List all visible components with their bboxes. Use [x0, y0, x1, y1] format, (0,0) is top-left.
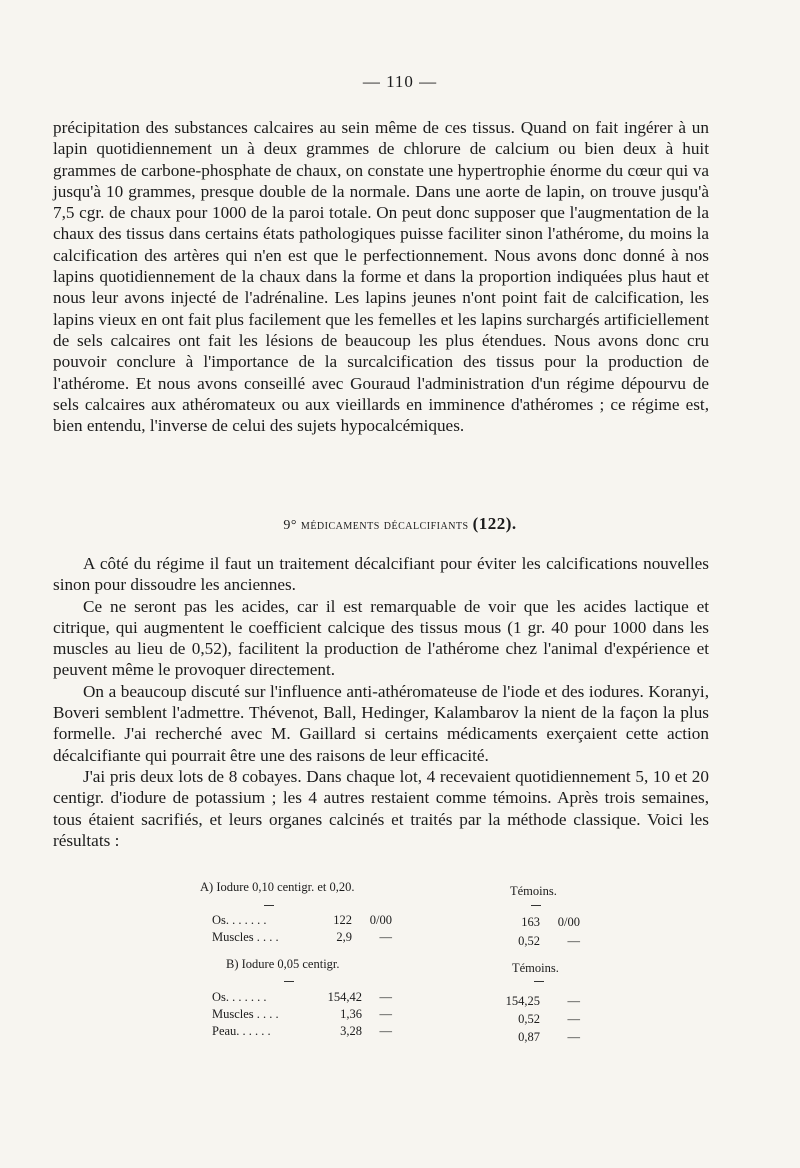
table-row: [212, 1024, 392, 1039]
table-row: [212, 913, 392, 928]
paragraph-3: Ce ne seront pas les acides, car il est remarquable de voir que les acides lactique et citrique, qui augmentent le coefficient calcique des tissus mous (1 gr. 40 pour 1000 dans les muscles au lieu de 0,52), facilitent la production de l'athérome chez l'animal d'expérience et peuvent même le provoquer directement.: [53, 596, 709, 680]
section-number: 9°: [283, 518, 297, 533]
table-row-control: [490, 1012, 580, 1027]
row-value: 2,9: [336, 930, 352, 944]
paragraph-2: A côté du régime il faut un traitement décalcifiant pour éviter les calcifications nouvelles sinon pour dissoudre les anciennes.: [53, 554, 709, 595]
control-unit: —: [567, 1012, 580, 1026]
section-ref: (122).: [472, 514, 517, 533]
paragraph-1: précipitation des substances calcaires au sein même de ces tissus. Quand on fait ingérer à un lapin quotidiennement un à deux grammes de chlorure de calcium ou bien deux à huit grammes de carbone-phosphate de chaux, on constate une hypertrophie énorme du cœur qui va jusqu'à 10 grammes, presque double de la normale. Dans une aorte de lapin, on trouve jusqu'à 7,5 cgr. de chaux pour 1000 de la paroi totale. On peut donc supposer que l'augmentation de la chaux des tissus dans certains états pathologiques puisse faciliter sinon l'athérome, du moins la calcification des artères qui n'en est que le perfectionnement. Nous avons donc donné à nos lapins quotidiennement de la chaux dans la forme et dans la proportion indiquées plus haut et nous leur avons injecté de l'adrénaline. Les lapins jeunes n'ont point fait de calcification, les lapins vieux en ont fait plus facilement que les femelles et les lapins surchargés artificiellement de sels calcaires ont fait les lésions de beaucoup les plus étendues. Nous avons donc cru pouvoir conclure à l'importance de la surcalcification des tissus pour la production de l'athérome. Et nous avons conseillé avec Gouraud l'administration d'un régime dépourvu de sels calcaires aux athéromateux ou aux vieillards en imminence d'athéromes ; ce régime est, bien entendu, l'inverse de celui des sujets hypocalcémiques.: [53, 118, 709, 436]
row-label: Muscles . . . .: [212, 1007, 279, 1021]
row-label: Muscles . . . .: [212, 930, 279, 944]
paragraph-surcalcification: [53, 117, 709, 436]
control-value: 0,87: [518, 1030, 540, 1044]
page-number: — 110 —: [362, 72, 438, 91]
table-row: [212, 1007, 392, 1022]
control-unit: —: [567, 934, 580, 948]
row-unit: —: [379, 1024, 392, 1038]
row-label: Os. . . . . . .: [212, 913, 267, 927]
row-unit: —: [379, 930, 392, 944]
table-row: [212, 990, 392, 1005]
control-value: 154,25: [505, 994, 540, 1008]
control-value: 163: [521, 915, 540, 929]
paragraph-5: J'ai pris deux lots de 8 cobayes. Dans chaque lot, 4 recevaient quotidiennement 5, 10 et 20 centigr. d'iodure de potassium ; les 4 autres restaient comme témoins. Après trois semaines, tous étaient sacrifiés, et leurs organes calcinés et traités par la méthode classique. Voici les résultats :: [53, 766, 709, 850]
row-label: Peau. . . . . .: [212, 1024, 271, 1038]
row-label: Os. . . . . . .: [212, 990, 267, 1004]
table-row-control: [490, 994, 580, 1009]
section-heading: [0, 514, 800, 534]
row-unit: 0/00: [369, 913, 392, 927]
divider: [534, 981, 544, 982]
row-value: 154,42: [327, 990, 362, 1004]
body-section-9: [53, 553, 709, 851]
table-row: [212, 930, 392, 945]
control-value: 0,52: [518, 1012, 540, 1026]
table-b-heading: B) Iodure 0,05 centigr.: [226, 957, 340, 971]
row-unit: —: [379, 990, 392, 1004]
divider: [531, 905, 541, 906]
control-value: 0,52: [518, 934, 540, 948]
section-title: médicaments décalcifiants: [300, 518, 469, 533]
divider: [264, 905, 274, 906]
control-unit: —: [567, 1030, 580, 1044]
table-a-heading: A) Iodure 0,10 centigr. et 0,20.: [200, 880, 355, 894]
control-unit: 0/00: [557, 915, 580, 929]
divider: [284, 981, 294, 982]
table-b-control-heading: Témoins.: [512, 961, 559, 975]
table-row-control: [490, 934, 580, 949]
control-unit: —: [567, 994, 580, 1008]
row-value: 1,36: [340, 1007, 362, 1021]
table-row-control: [490, 1030, 580, 1045]
row-value: 3,28: [340, 1024, 362, 1038]
table-row-control: [490, 915, 580, 930]
table-a-control-heading: Témoins.: [510, 884, 557, 898]
paragraph-4: On a beaucoup discuté sur l'influence anti-athéromateuse de l'iode et des iodures. Koranyi, Boveri semblent l'admettre. Thévenot, Ball, Hedinger, Kalambarov la nient de la façon la plus formelle. J'ai recherché avec M. Gaillard si certains médicaments exerçaient cette action décalcifiante qui pourrait être une des raisons de leur efficacité.: [53, 681, 709, 765]
row-unit: —: [379, 1007, 392, 1021]
row-value: 122: [333, 913, 352, 927]
